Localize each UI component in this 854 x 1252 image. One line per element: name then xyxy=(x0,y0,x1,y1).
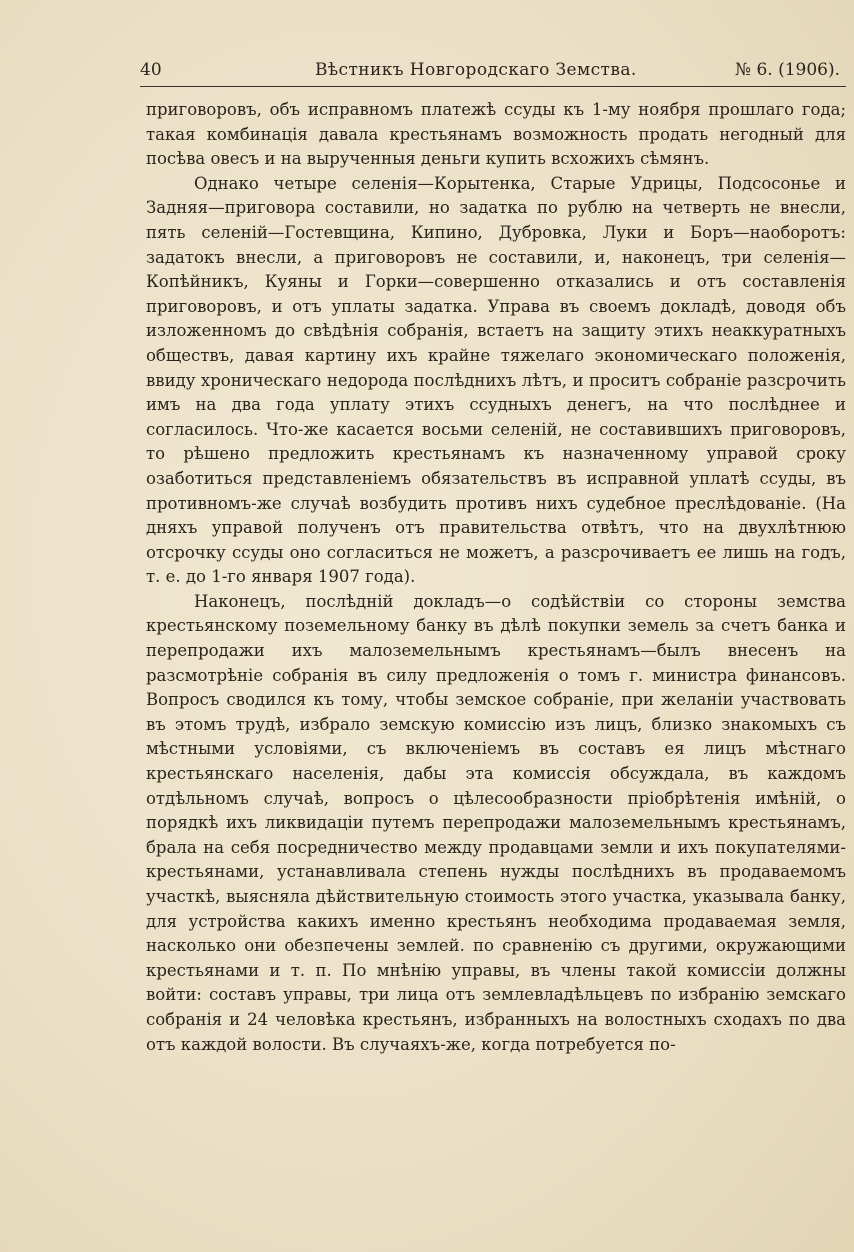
page-number: 40 xyxy=(140,60,162,80)
body-text xyxy=(146,98,846,1057)
paragraph-continuation: приговоровъ, объ исправномъ платежѣ ссуды къ 1-му ноября прошлаго года; такая комбинація давала крестьянамъ возможность продать негодный для посѣва овесъ и на вырученныя деньги купить всхожихъ сѣмянъ. xyxy=(146,100,846,169)
header-rule xyxy=(140,86,846,87)
running-title: Вѣстникъ Новгородскаго Земства. xyxy=(315,60,637,80)
paragraph-villages: Однако четыре селенія—Корытенка, Старые Удрицы, Подсосонье и Задняя—приговора составили, но задатка по рублю на четверть не внесли, пять селеній—Гостевщина, Кипино, Дубровка, Луки и Боръ—наоборотъ: задатокъ внесли, а приговоровъ не составили, и, наконецъ, три селенія—Копѣйникъ, Куяны и Горки—совершенно отказались и отъ составленія приговоровъ, и отъ уплаты задатка. Управа въ своемъ докладѣ, доводя объ изложенномъ до свѣдѣнія собранія, встаетъ на защиту этихъ неаккуратныхъ обществъ, давая картину ихъ крайне тяжелаго экономическаго положенія, ввиду хроническаго недорода послѣднихъ лѣтъ, и проситъ собраніе разсрочить имъ на два года уплату этихъ ссудныхъ денегъ, на что послѣднее и согласилось. Что-же касается восьми селеній, не составившихъ приговоровъ, то рѣшено предложить крестьянамъ къ назначенному управой сроку озаботиться представленіемъ обязательствъ въ исправной уплатѣ ссуды, въ противномъ-же случаѣ возбудить противъ нихъ судебное преслѣдованіе. (На дняхъ управой полученъ отъ правительства отвѣтъ, что на двухлѣтнюю отсрочку ссуды оно согласиться не можетъ, а разсрочиваетъ ее лишь на годъ, т. е. до 1-го января 1907 года). xyxy=(146,173,846,587)
paragraph-bank-report: Наконецъ, послѣдній докладъ—о содѣйствіи со стороны земства крестьянскому поземельному банку въ дѣлѣ покупки земель за счетъ банка и перепродажи ихъ малоземельнымъ крестьянамъ—былъ внесенъ на разсмотрѣніе собранія въ силу предложенія о томъ г. министра финансовъ. Вопросъ сводился къ тому, чтобы земское собраніе, при желаніи участвовать въ этомъ трудѣ, избрало земскую комиссію изъ лицъ, близко знакомыхъ съ мѣстными условіями, съ включеніемъ въ составъ ея лицъ мѣстнаго крестьянскаго населенія, дабы эта комиссія обсуждала, въ каждомъ отдѣльномъ случаѣ, вопросъ о цѣлесообразности пріобрѣтенія имѣній, о порядкѣ ихъ ликвидаціи путемъ перепродажи малоземельнымъ крестьянамъ, брала на себя посредничество между продавцами земли и ихъ покупателями-крестьянами, устанавливала степень нужды послѣднихъ въ продаваемомъ участкѣ, выясняла дѣйствительную стоимость этого участка, указывала банку, для устройства какихъ именно крестьянъ необходима продаваемая земля, насколько они обезпечены землей. по сравненію съ другими, окружающими крестьянами и т. п. По мнѣнію управы, въ члены такой комиссіи должны войти: составъ управы, три лица отъ землевладѣльцевъ по избранію земскаго собранія и 24 человѣка крестьянъ, избранныхъ на волостныхъ сходахъ по два отъ каждой волости. Въ случаяхъ-же, когда потребуется по- xyxy=(146,591,846,1054)
issue-number: № 6. (1906). xyxy=(734,60,840,80)
page-header xyxy=(140,56,846,86)
